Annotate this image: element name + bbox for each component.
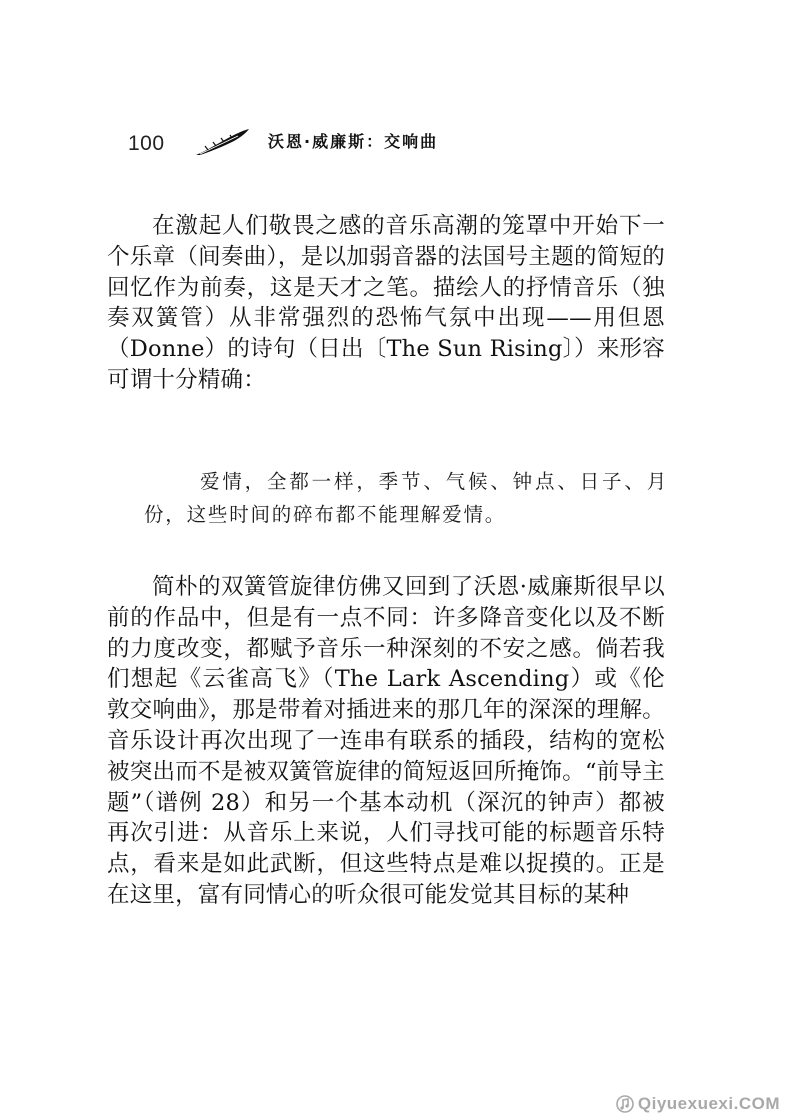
running-header <box>128 126 508 160</box>
poem-quote: 爱情，全都一样，季节、气候、钟点、日子、月份，这些时间的碎布都不能理解爱情。 <box>144 470 668 526</box>
paragraph-2: 简朴的双簧管旋律仿佛又回到了沃恩·威廉斯很早以前的作品中，但是有一点不同：许多降音变化以及不断的力度改变，都赋予音乐一种深刻的不安之感。倘若我们想起《云雀高飞》（The Lark Ascending）或《伦敦交响曲》，那是带着对插进来的那几年的深深的理解。音乐设计再次出现了一连串有联系的插段，结构的宽松被突出而不是被双簧管旋律的简短返回所掩饰。“前导主题”（谱例 28）和另一个基本动机（深沉的钟声）都被再次引进：从音乐上来说，人们寻找可能的标题音乐特点，看来是如此武断，但这些特点是难以捉摸的。正是在这里，富有同情心的听众很可能发觉其目标的某种 <box>107 574 665 908</box>
music-note-icon <box>616 1095 634 1113</box>
site-watermark <box>616 1094 780 1114</box>
page-number: 100 <box>128 132 165 155</box>
running-title: 沃恩·威廉斯：交响曲 <box>268 132 439 151</box>
watermark-text: Qiyuexuexi.COM <box>637 1094 780 1113</box>
quill-icon <box>194 128 250 158</box>
paragraph-1: 在激起人们敬畏之感的音乐高潮的笼罩中开始下一个乐章（间奏曲），是以加弱音器的法国号主题的简短的回忆作为前奏，这是天才之笔。描绘人的抒情音乐（独奏双簧管）从非常强烈的恐怖气氛中出现——用但恩（Donne）的诗句（日出〔The Sun Rising〕）来形容可谓十分精确： <box>107 213 665 393</box>
